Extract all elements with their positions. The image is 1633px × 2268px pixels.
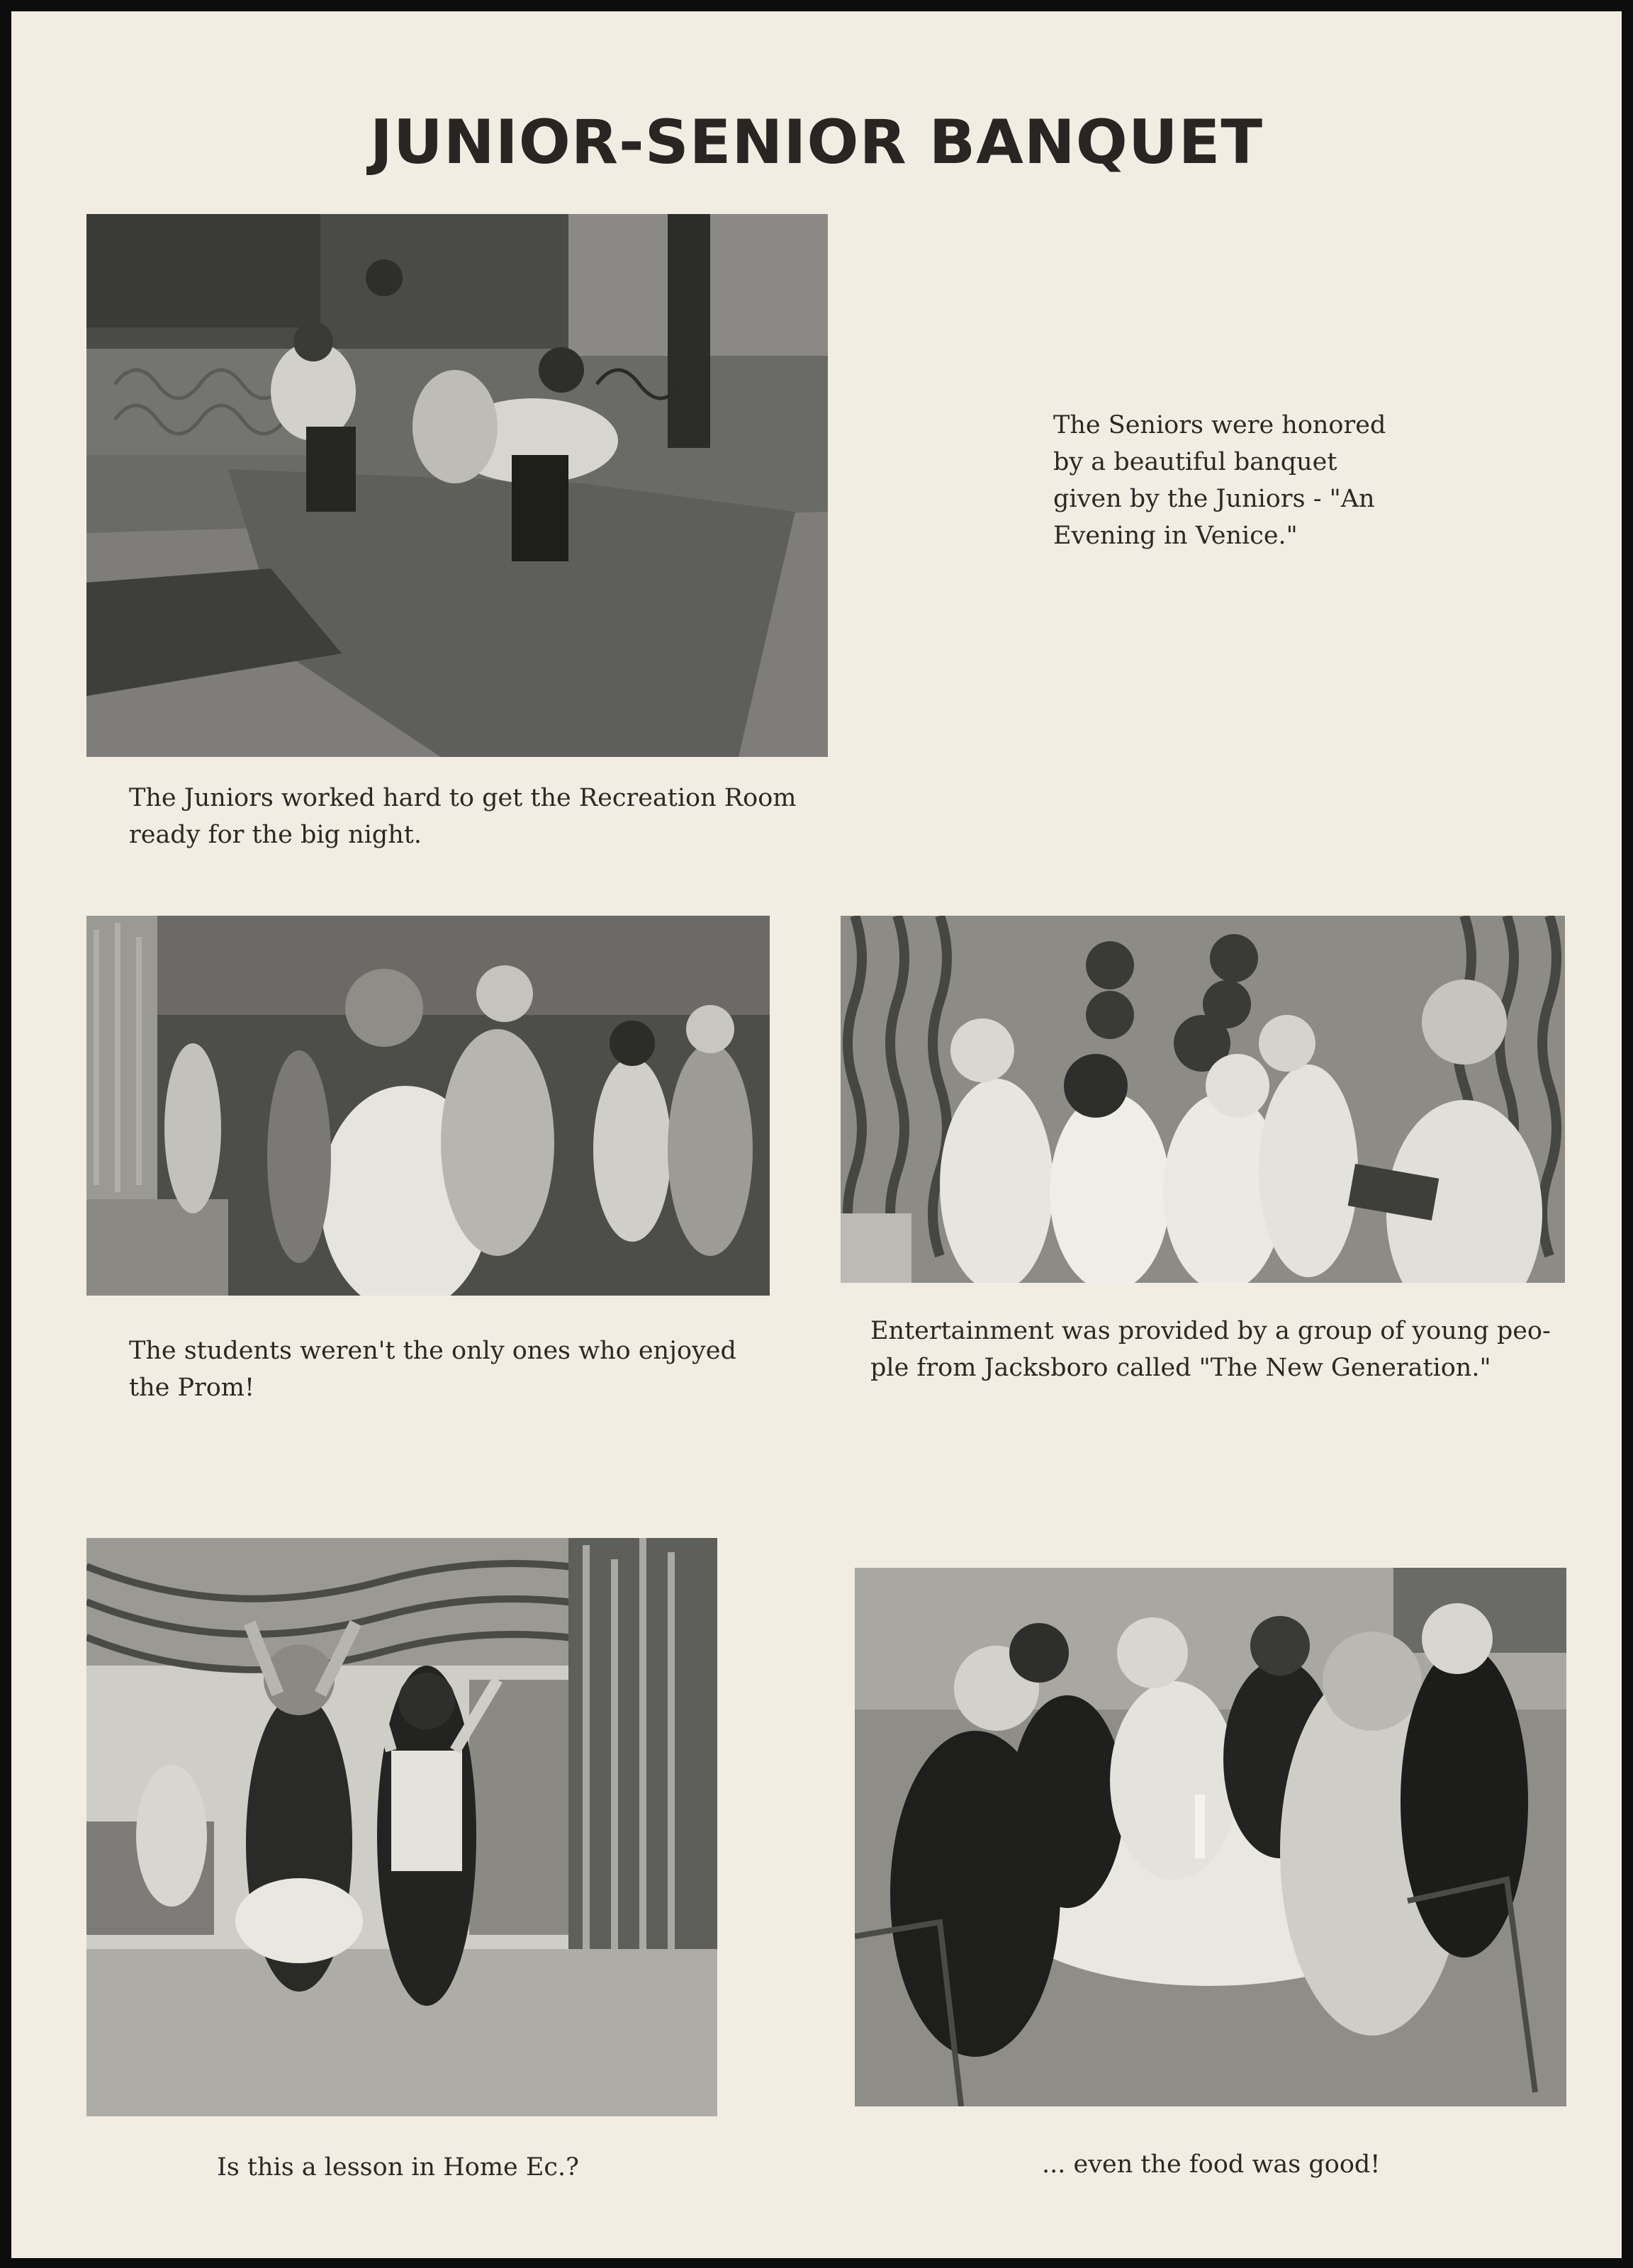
intro-line: given by the Juniors - "An [1053,485,1375,513]
photo-home-ec [86,1538,717,2116]
photo-decorating [86,214,828,757]
intro-text [1053,407,1386,554]
caption-food [1042,2146,1380,2183]
caption-decorating [129,780,796,853]
caption-line: Entertainment was provided by a group of young peo- [870,1317,1551,1345]
yearbook-page [11,11,1622,2258]
photo-prom-dancing [86,916,770,1296]
caption-line: ready for the big night. [129,821,422,849]
caption-line: The students weren't the only ones who enjoyed [129,1337,736,1365]
caption-home-ec [217,2149,579,2186]
caption-entertainment [870,1313,1551,1386]
caption-line: ple from Jacksboro called "The New Generation." [870,1354,1491,1382]
caption-line: Is this a lesson in Home Ec.? [217,2153,579,2182]
photo-new-generation [841,916,1565,1283]
page-title: JUNIOR-SENIOR BANQUET [369,107,1264,178]
photo-dinner [855,1568,1566,2106]
intro-line: by a beautiful banquet [1053,448,1337,476]
caption-line: The Juniors worked hard to get the Recreation Room [129,784,797,812]
caption-line: the Prom! [129,1374,255,1402]
intro-line: The Seniors were honored [1053,411,1386,439]
intro-line: Evening in Venice." [1053,522,1298,550]
caption-line: ... even the food was good! [1042,2150,1381,2179]
caption-prom [129,1332,736,1406]
